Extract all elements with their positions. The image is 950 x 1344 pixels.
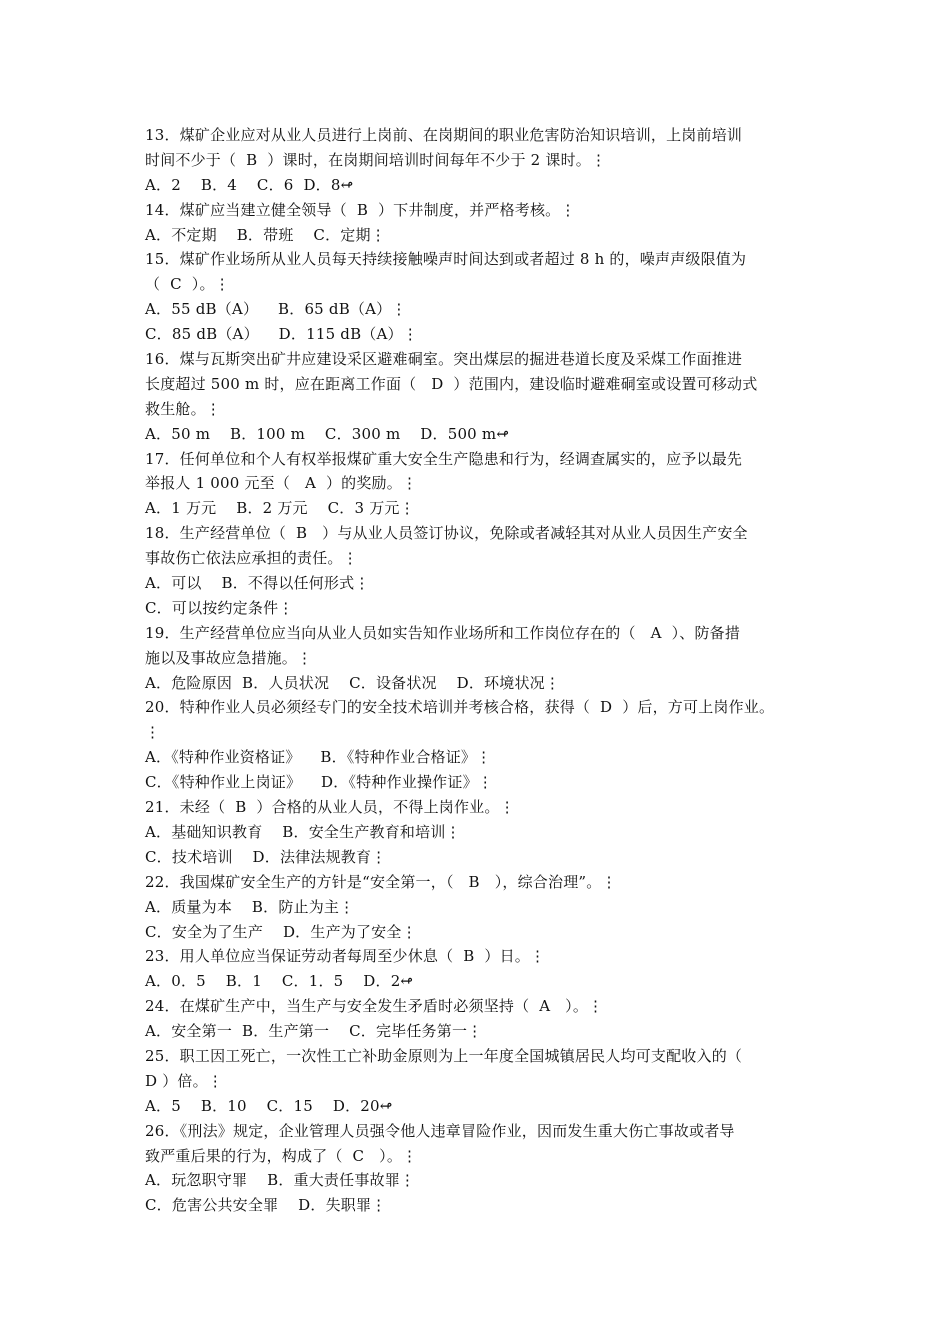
text-line: 举报人 1 000 元至（ A ）的奖励。⋮ <box>145 474 418 493</box>
text-line: 施以及事故应急措施。⋮ <box>145 648 313 667</box>
text-line: C．《特种作业上岗证》 D．《特种作业操作证》⋮ <box>145 773 493 792</box>
text-line: A．50 m B．100 m C．300 m D．500 m↫ <box>145 424 510 443</box>
text-line: A．安全第一 B．生产第一 C．完毕任务第一⋮ <box>145 1022 483 1041</box>
text-line: 23．用人单位应当保证劳动者每周至少休息（ B ）日。⋮ <box>145 947 546 966</box>
text-line: A．质量为本 B．防止为主⋮ <box>145 897 355 916</box>
text-line: A．不定期 B．带班 C．定期⋮ <box>145 225 386 244</box>
text-line: A．1 万元 B．2 万元 C．3 万元⋮ <box>145 499 415 518</box>
text-line: D ）倍。⋮ <box>145 1071 223 1090</box>
text-line: 事故伤亡依法应承担的责任。⋮ <box>145 549 358 568</box>
text-line: 24．在煤矿生产中，当生产与安全发生矛盾时必须坚持（ A ）。⋮ <box>145 997 604 1016</box>
quiz-text <box>145 123 825 1218</box>
text-line: 19．生产经营单位应当向从业人员如实告知作业场所和工作岗位存在的（ A ）、防备措 <box>145 623 741 642</box>
text-line: 14．煤矿应当建立健全领导（ B ）下井制度，并严格考核。⋮ <box>145 200 576 219</box>
text-line: A．可以 B．不得以任何形式⋮ <box>145 574 370 593</box>
text-line: 致严重后果的行为，构成了（ C ）。⋮ <box>145 1146 418 1165</box>
text-line: 救生舱。⋮ <box>145 399 222 418</box>
text-line: 时间不少于（ B ）课时，在岗期间培训时间每年不少于 2 课时。⋮ <box>145 150 607 169</box>
text-line: 26．《刑法》规定，企业管理人员强令他人违章冒险作业，因而发生重大伤亡事故或者导 <box>145 1121 735 1140</box>
text-line: A．0．5 B．1 C．1．5 D．2↫ <box>145 972 414 991</box>
text-line: A．《特种作业资格证》 B．《特种作业合格证》⋮ <box>145 748 492 767</box>
text-line: 21．未经（ B ）合格的从业人员，不得上岗作业。⋮ <box>145 798 515 817</box>
text-line: 15．煤矿作业场所从业人员每天持续接触噪声时间达到或者超过 8 h 的，噪声声级限值为 <box>145 250 747 269</box>
text-line: C．危害公共安全罪 D．失职罪⋮ <box>145 1196 387 1215</box>
text-line: 16．煤与瓦斯突出矿井应建设采区避难硐室。突出煤层的掘进巷道长度及采煤工作面推进 <box>145 350 743 369</box>
text-line: A．基础知识教育 B．安全生产教育和培训⋮ <box>145 822 461 841</box>
text-line: 18．生产经营单位（ B ）与从业人员签订协议，免除或者减轻其对从业人员因生产安全 <box>145 524 748 543</box>
text-line: 13．煤矿企业应对从业人员进行上岗前、在岗期间的职业危害防治知识培训，上岗前培训 <box>145 126 743 144</box>
text-line: A．危险原因 B．人员状况 C．设备状况 D．环境状况⋮ <box>145 673 561 692</box>
text-line: 20．特种作业人员必须经专门的安全技术培训并考核合格，获得（ D ）后，方可上岗作业。 <box>145 698 775 717</box>
text-line: A．5 B．10 C．15 D．20↫ <box>145 1096 393 1115</box>
text-line: A．55 dB（A） B．65 dB（A）⋮ <box>145 300 407 319</box>
text-line: A．玩忽职守罪 B．重大责任事故罪⋮ <box>145 1171 416 1190</box>
text-line: （ C ）。⋮ <box>145 275 230 294</box>
text-line: 长度超过 500 m 时，应在距离工作面（ D ）范围内，建设临时避难硐室或设置可移动式 <box>145 374 758 393</box>
text-line: C．可以按约定条件⋮ <box>145 598 294 617</box>
text-line: 17．任何单位和个人有权举报煤矿重大安全生产隐患和行为，经调查属实的，应予以最先 <box>145 449 743 468</box>
text-line: C．安全为了生产 D．生产为了安全⋮ <box>145 922 417 941</box>
text-line: 25．职工因工死亡，一次性工亡补助金原则为上一年度全国城镇居民人均可支配收入的（ <box>145 1046 743 1065</box>
text-line: A．2 B．4 C．6 D．8↫ <box>145 175 354 194</box>
text-line: ⋮ <box>145 723 161 742</box>
text-line: C．技术培训 D．法律法规教育⋮ <box>145 847 387 866</box>
text-line: C．85 dB（A） D．115 dB（A）⋮ <box>145 325 418 344</box>
text-line: 22．我国煤矿安全生产的方针是“安全第一，（ B ），综合治理”。⋮ <box>145 872 617 891</box>
